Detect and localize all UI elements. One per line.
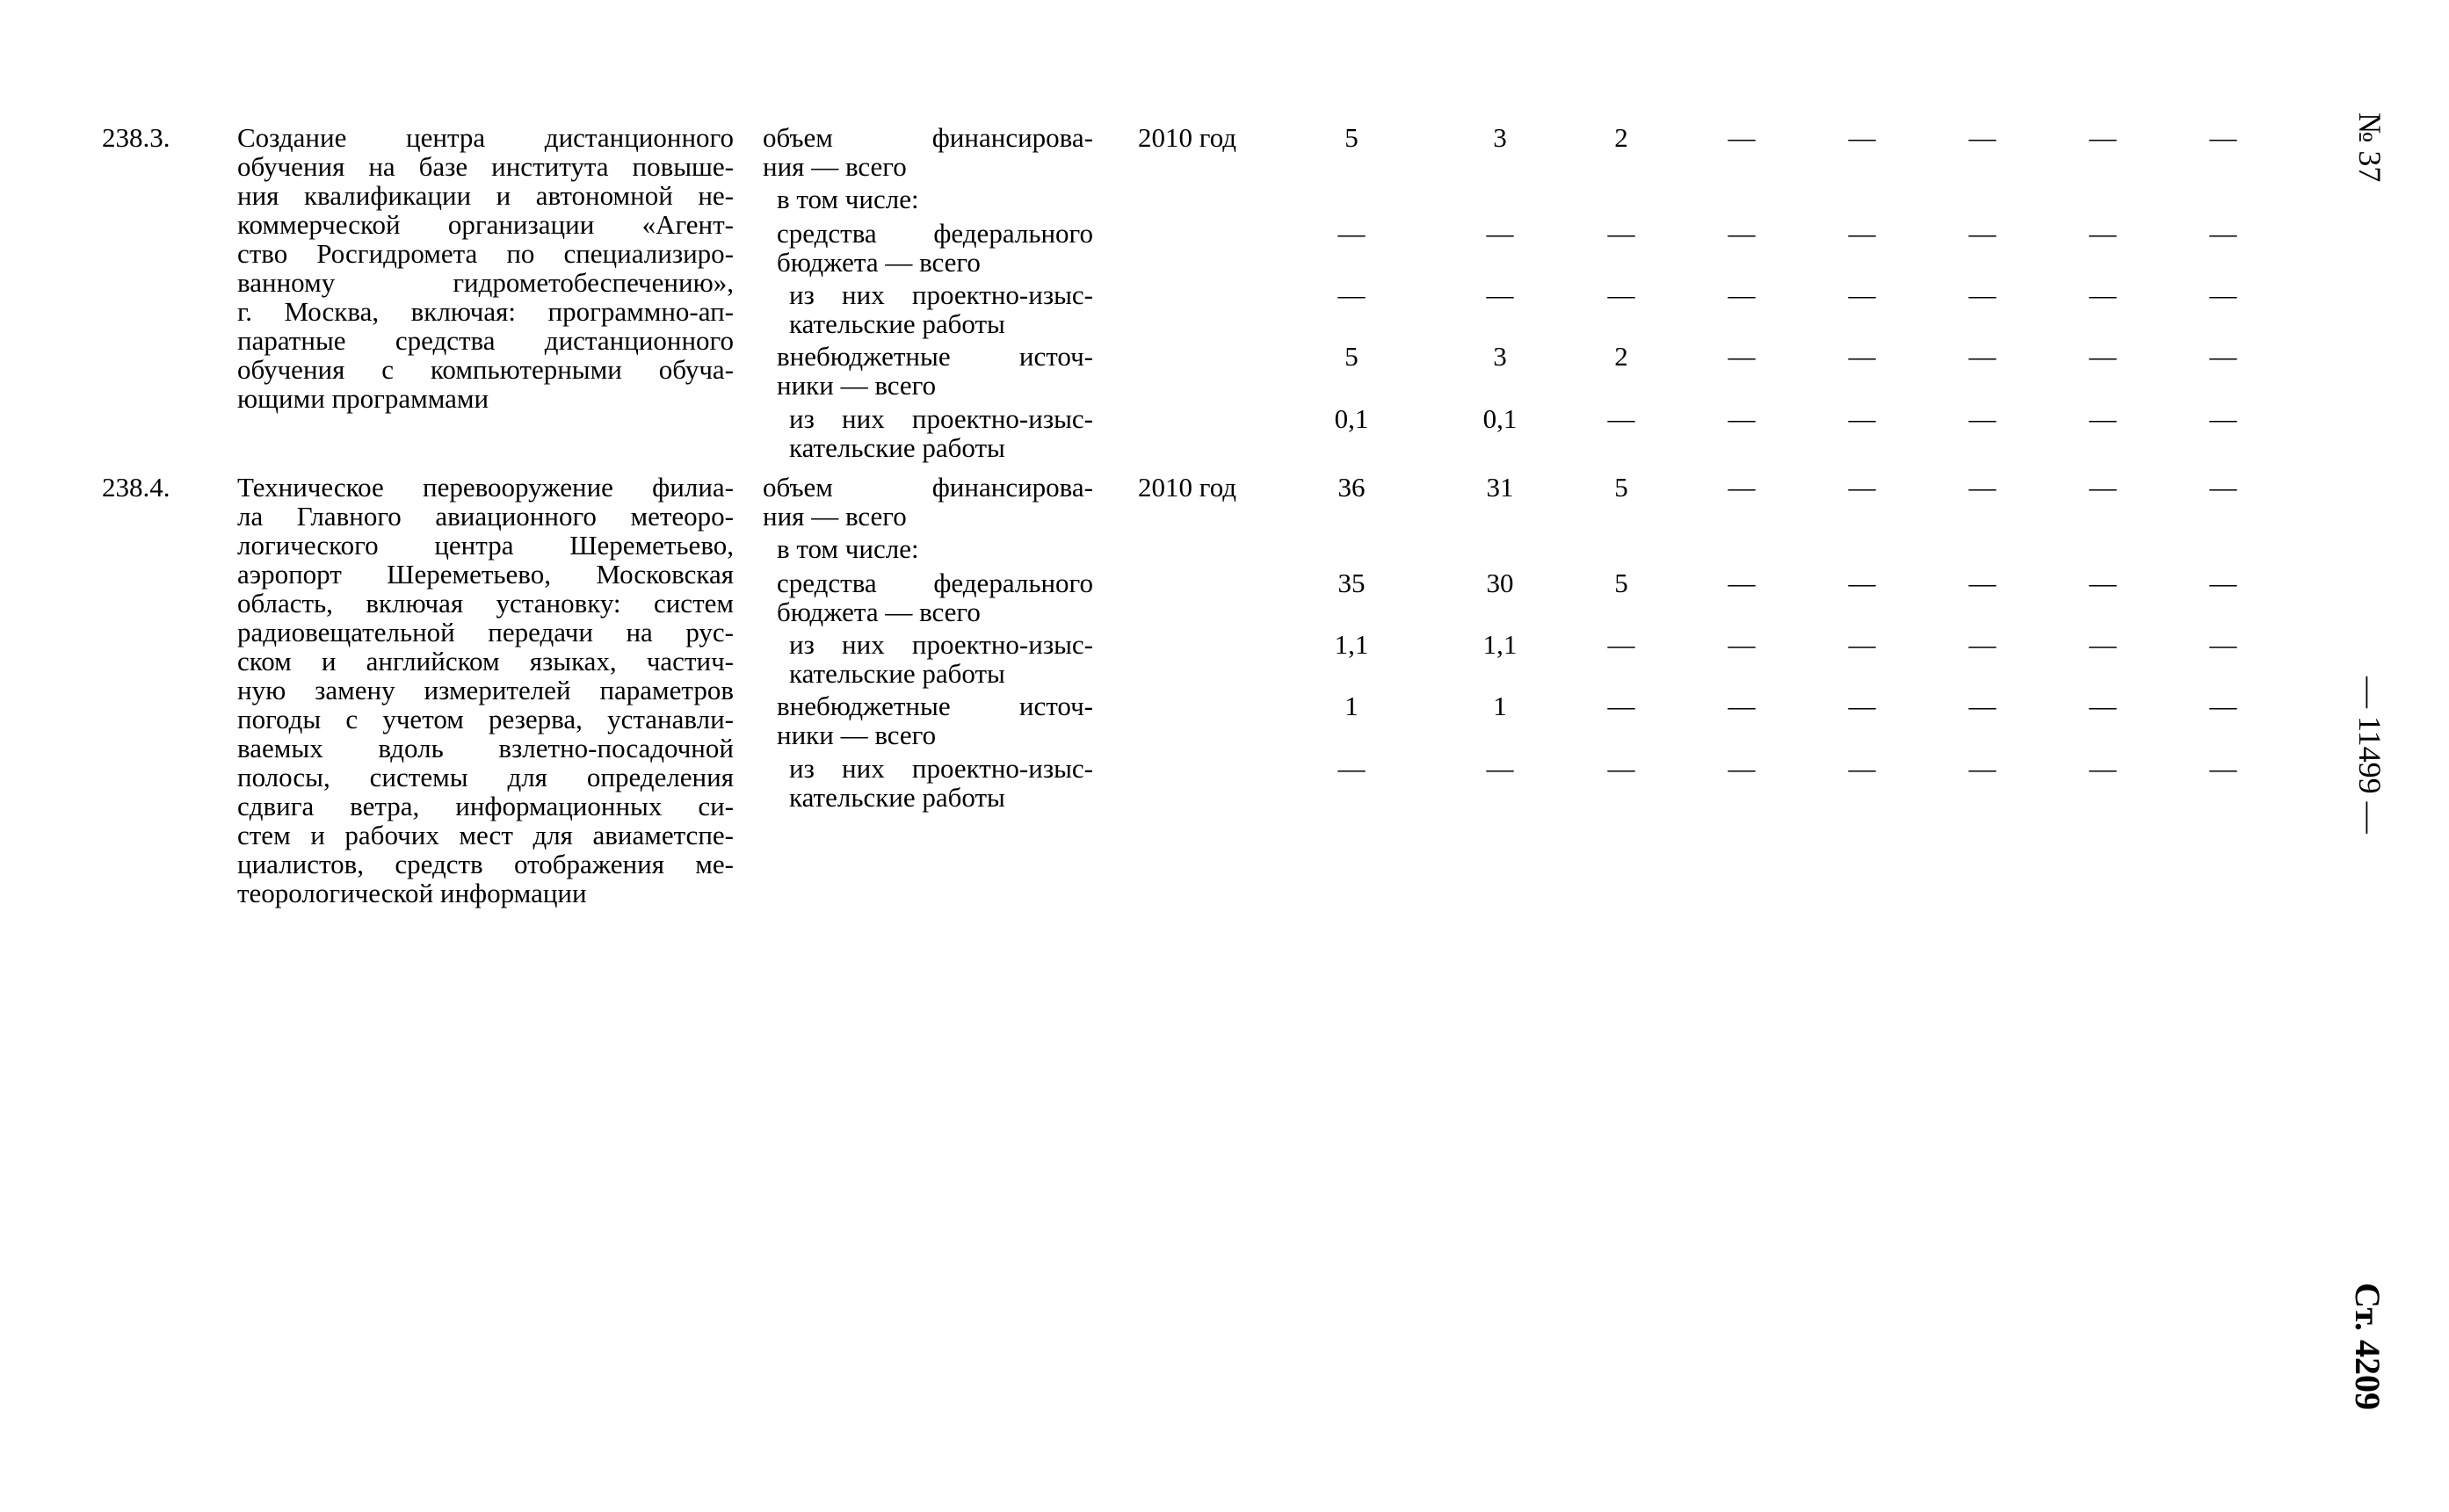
table-row bbox=[0, 219, 2285, 280]
value-cell: — bbox=[1848, 568, 1876, 598]
value-cell: 0,1 bbox=[1482, 403, 1518, 434]
description-line: ющими программами bbox=[237, 383, 489, 414]
row-year: 2010 год bbox=[1138, 122, 1237, 153]
table-row bbox=[0, 473, 2285, 534]
row-label-line: из них проектно-изыс- bbox=[789, 279, 1093, 310]
value-cell: — bbox=[1486, 279, 1514, 310]
value-cell: — bbox=[1968, 629, 1996, 660]
value-cell: — bbox=[1728, 279, 1756, 310]
description-line: г. Москва, включая: программно-ап- bbox=[237, 296, 734, 327]
value-cell: — bbox=[2209, 279, 2237, 310]
value-cell: — bbox=[1848, 122, 1876, 153]
value-cell: — bbox=[1728, 753, 1756, 784]
value-cell: 5 bbox=[1614, 472, 1628, 503]
value-cell: — bbox=[1848, 691, 1876, 721]
value-cell: — bbox=[1486, 753, 1514, 784]
value-cell: — bbox=[2089, 691, 2117, 721]
value-cell: 3 bbox=[1493, 341, 1507, 372]
table-row bbox=[0, 630, 2285, 691]
table-row bbox=[0, 568, 2285, 630]
value-cell: — bbox=[1607, 279, 1635, 310]
value-cell: — bbox=[1337, 218, 1366, 249]
value-cell: — bbox=[1728, 403, 1756, 434]
row-label-line: ники — всего bbox=[777, 720, 937, 750]
value-cell: — bbox=[2089, 122, 2117, 153]
value-cell: — bbox=[2089, 568, 2117, 598]
table-row bbox=[0, 404, 2285, 466]
description-line: аэропорт Шереметьево, Московская bbox=[237, 559, 734, 590]
value-cell: — bbox=[2209, 403, 2237, 434]
row-label-line: кательские работы bbox=[789, 782, 1005, 813]
value-cell: — bbox=[2209, 341, 2237, 372]
value-cell: — bbox=[1968, 753, 1996, 784]
row-label bbox=[777, 184, 1093, 213]
value-cell: — bbox=[2209, 472, 2237, 503]
row-label-line: бюджета — всего bbox=[777, 597, 981, 627]
description-line: стем и рабочих мест для авиаметспе- bbox=[237, 820, 734, 850]
value-cell: — bbox=[1848, 341, 1876, 372]
description-line: теорологической информации bbox=[237, 878, 587, 908]
value-cell: — bbox=[1968, 341, 1996, 372]
value-cell: — bbox=[2089, 341, 2117, 372]
description-line: Техническое перевооружение филиа- bbox=[237, 472, 734, 503]
description-line: паратные средства дистанционного bbox=[237, 325, 734, 356]
row-label bbox=[789, 630, 1093, 688]
row-label bbox=[777, 568, 1093, 626]
value-cell: — bbox=[1728, 341, 1756, 372]
row-year: 2010 год bbox=[1138, 472, 1237, 503]
value-cell: — bbox=[1607, 753, 1635, 784]
value-cell: — bbox=[1728, 122, 1756, 153]
table-row bbox=[0, 342, 2285, 403]
value-cell: — bbox=[2089, 472, 2117, 503]
value-cell: — bbox=[1728, 691, 1756, 721]
row-label-line: ния — всего bbox=[763, 151, 907, 182]
row-label bbox=[789, 754, 1093, 812]
value-cell: — bbox=[2089, 218, 2117, 249]
value-cell: 31 bbox=[1486, 472, 1514, 503]
row-label-line: объем финансирова- bbox=[763, 122, 1093, 153]
value-cell: — bbox=[1486, 218, 1514, 249]
value-cell: — bbox=[2089, 279, 2117, 310]
value-cell: 35 bbox=[1337, 568, 1366, 598]
value-cell: 1 bbox=[1344, 691, 1359, 721]
table-row bbox=[0, 123, 2285, 184]
value-cell: — bbox=[2209, 691, 2237, 721]
value-cell: — bbox=[2209, 753, 2237, 784]
value-cell: — bbox=[1607, 629, 1635, 660]
row-label-line: кательские работы bbox=[789, 658, 1005, 689]
table-row bbox=[0, 754, 2285, 815]
value-cell: — bbox=[2209, 218, 2237, 249]
value-cell: 2 bbox=[1614, 122, 1628, 153]
row-label bbox=[763, 473, 1093, 531]
description-line: ную замену измерителей параметров bbox=[237, 675, 734, 705]
value-cell: — bbox=[1848, 629, 1876, 660]
row-label-line: средства федерального bbox=[777, 218, 1093, 249]
value-cell: — bbox=[2089, 753, 2117, 784]
value-cell: — bbox=[1607, 218, 1635, 249]
row-label-line: из них проектно-изыс- bbox=[789, 629, 1093, 660]
row-label-line: из них проектно-изыс- bbox=[789, 403, 1093, 434]
value-cell: — bbox=[1968, 122, 1996, 153]
value-cell: — bbox=[1337, 753, 1366, 784]
row-label-line: ники — всего bbox=[777, 370, 937, 401]
value-cell: — bbox=[1728, 568, 1756, 598]
value-cell: — bbox=[1728, 218, 1756, 249]
description-line: радиовещательной передачи на рус- bbox=[237, 617, 734, 647]
value-cell: 5 bbox=[1614, 568, 1628, 598]
description-line: ваемых вдоль взлетно-посадочной bbox=[237, 733, 734, 763]
value-cell: — bbox=[2209, 568, 2237, 598]
description-line: ванному гидрометобеспечению», bbox=[237, 267, 734, 298]
row-label bbox=[777, 219, 1093, 277]
value-cell: 3 bbox=[1493, 122, 1507, 153]
value-cell: — bbox=[1848, 403, 1876, 434]
value-cell: — bbox=[1848, 753, 1876, 784]
value-cell: — bbox=[1848, 472, 1876, 503]
value-cell: — bbox=[1968, 568, 1996, 598]
value-cell: — bbox=[2209, 122, 2237, 153]
row-label-line: кательские работы bbox=[789, 432, 1005, 463]
value-cell: — bbox=[1848, 279, 1876, 310]
row-label-line: кательские работы bbox=[789, 308, 1005, 339]
row-label bbox=[763, 123, 1093, 181]
entry-number: 238.3. bbox=[102, 122, 170, 153]
description-line: обучения на базе института повыше- bbox=[237, 151, 734, 182]
row-label bbox=[789, 280, 1093, 338]
value-cell: — bbox=[2089, 629, 2117, 660]
value-cell: — bbox=[1607, 691, 1635, 721]
row-label-line: внебюджетные источ- bbox=[777, 341, 1093, 372]
value-cell: — bbox=[1337, 279, 1366, 310]
description-line: ла Главного авиационного метеоро- bbox=[237, 501, 734, 532]
row-label-line: в том числе: bbox=[777, 533, 919, 564]
value-cell: 1 bbox=[1493, 691, 1507, 721]
table-row bbox=[0, 691, 2285, 753]
value-cell: — bbox=[1848, 218, 1876, 249]
value-cell: — bbox=[1728, 472, 1756, 503]
description-line: погоды с учетом резерва, устанавли- bbox=[237, 704, 734, 734]
value-cell: 1,1 bbox=[1334, 629, 1369, 660]
description-line: ство Росгидромета по специализиро- bbox=[237, 238, 734, 269]
value-cell: — bbox=[1968, 472, 1996, 503]
value-cell: 0,1 bbox=[1334, 403, 1369, 434]
description-line: ском и английском языках, частич- bbox=[237, 646, 734, 676]
table-row bbox=[0, 280, 2285, 342]
value-cell: 2 bbox=[1614, 341, 1628, 372]
row-label bbox=[777, 534, 1093, 563]
value-cell: — bbox=[2209, 629, 2237, 660]
value-cell: 5 bbox=[1344, 122, 1359, 153]
description-line: полосы, системы для определения bbox=[237, 762, 734, 792]
value-cell: 30 bbox=[1486, 568, 1514, 598]
value-cell: — bbox=[1607, 403, 1635, 434]
row-label-line: ния — всего bbox=[763, 501, 907, 532]
page-number: — 11499 — bbox=[2352, 676, 2387, 834]
value-cell: — bbox=[1968, 403, 1996, 434]
row-label-line: в том числе: bbox=[777, 184, 919, 214]
value-cell: 1,1 bbox=[1482, 629, 1518, 660]
value-cell: — bbox=[1968, 691, 1996, 721]
row-label-line: объем финансирова- bbox=[763, 472, 1093, 503]
value-cell: 36 bbox=[1337, 472, 1366, 503]
description-line: Создание центра дистанционного bbox=[237, 122, 734, 153]
value-cell: — bbox=[1968, 218, 1996, 249]
description-line: циалистов, средств отображения ме- bbox=[237, 849, 734, 879]
description-line: ния квалификации и автономной не- bbox=[237, 180, 734, 211]
value-cell: 5 bbox=[1344, 341, 1359, 372]
row-label-line: бюджета — всего bbox=[777, 247, 981, 278]
entry-number: 238.4. bbox=[102, 472, 170, 503]
row-label bbox=[789, 404, 1093, 462]
description-line: сдвига ветра, информационных си- bbox=[237, 791, 734, 821]
row-label-line: средства федерального bbox=[777, 568, 1093, 598]
row-label bbox=[777, 691, 1093, 749]
article-number: Ст. 4209 bbox=[2348, 1283, 2387, 1410]
description-line: область, включая установку: систем bbox=[237, 588, 734, 619]
issue-number: № 37 bbox=[2352, 112, 2387, 183]
value-cell: — bbox=[1968, 279, 1996, 310]
value-cell: — bbox=[2089, 403, 2117, 434]
description-line: обучения с компьютерными обуча- bbox=[237, 354, 734, 385]
row-label-line: из них проектно-изыс- bbox=[789, 753, 1093, 784]
value-cell: — bbox=[1728, 629, 1756, 660]
description-line: коммерческой организации «Агент- bbox=[237, 209, 734, 240]
description-line: логического центра Шереметьево, bbox=[237, 530, 734, 561]
row-label bbox=[777, 342, 1093, 400]
row-label-line: внебюджетные источ- bbox=[777, 691, 1093, 721]
